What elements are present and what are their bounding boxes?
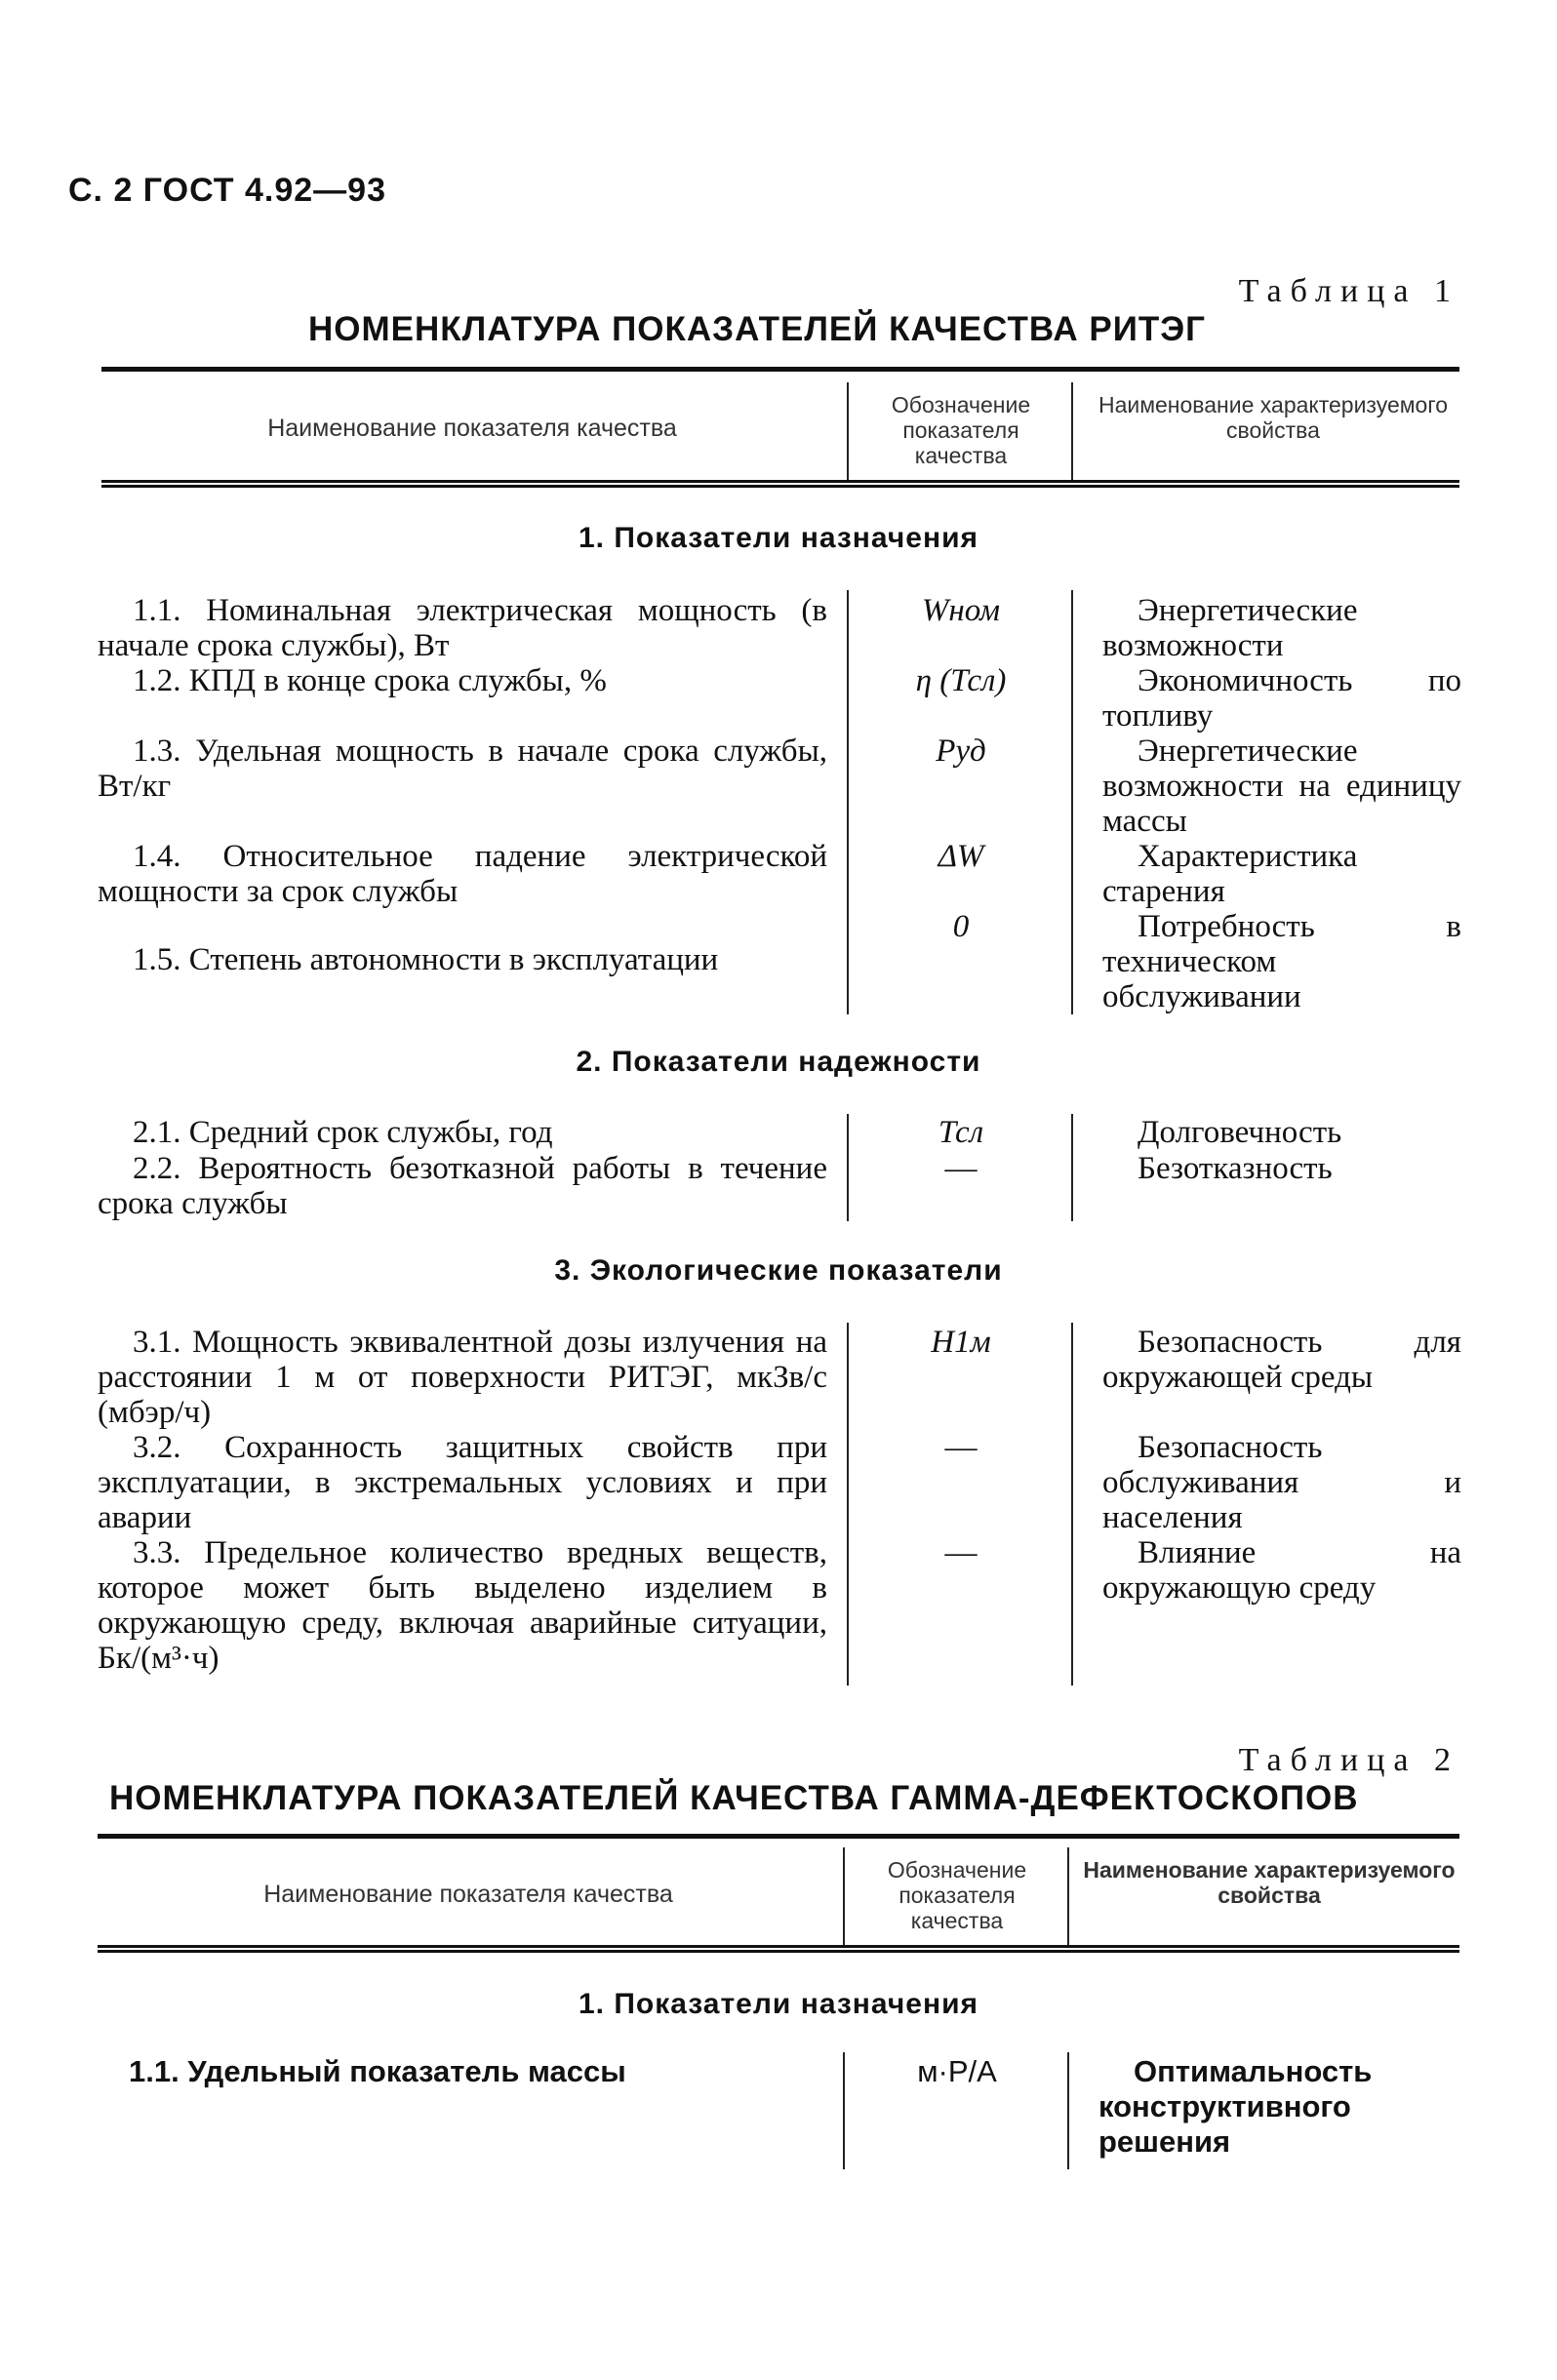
table-row-symbol: —	[944, 1430, 978, 1465]
table-row-property: Оптимальность конструктивного решения	[1098, 2054, 1373, 2159]
table2-body-divider-2	[1067, 2052, 1069, 2169]
table1-header-rule	[101, 480, 1459, 488]
table-row-symbol: —	[944, 1151, 978, 1186]
table1-label: Таблица 1	[1238, 273, 1459, 309]
table-row-name: 1.4. Относительное падение электрической мощности за срок службы	[98, 839, 827, 909]
table-row-property: Безопасность обслуживания и населения	[1102, 1430, 1461, 1535]
table-row-name: 3.1. Мощность эквивалентной дозы излучения на расстоянии 1 м от поверхности РИТЭГ, мкЗв/с (мбэр/ч)	[98, 1325, 827, 1430]
table1-body-divider-2	[1071, 590, 1073, 1014]
table1-col3-header: Наименование характеризуемого свойства	[1098, 392, 1449, 443]
table-row-symbol: Руд	[936, 734, 986, 769]
table-row-property: Долговечность	[1138, 1115, 1342, 1150]
table-row-symbol: —	[944, 1535, 978, 1570]
table-row-name: 1.3. Удельная мощность в начале срока службы, Вт/кг	[98, 734, 827, 804]
table1-header-divider-2	[1071, 382, 1073, 480]
table-row-symbol: η (Тсл)	[915, 663, 1007, 698]
table1-section-title: 1. Показатели назначения	[578, 522, 979, 554]
table1-col1-header: Наименование показателя качества	[267, 415, 677, 442]
table-row-symbol: H1м	[931, 1325, 991, 1360]
table2-header-rule	[98, 1945, 1459, 1953]
table1-section-title: 3. Экологические показатели	[554, 1254, 1003, 1287]
table-row-name: 3.2. Сохранность защитных свойств при эксплуатации, в экстремальных условиях и при аварии	[98, 1430, 827, 1535]
table-row-property: Энергетические возможности	[1102, 593, 1358, 663]
table1-body-divider-2	[1071, 1114, 1073, 1221]
table2-title: НОМЕНКЛАТУРА ПОКАЗАТЕЛЕЙ КАЧЕСТВА ГАММА-ДЕФЕКТОСКОПОВ	[109, 1779, 1359, 1817]
table2-label: Таблица 2	[1238, 1742, 1459, 1778]
table2-body-divider-1	[843, 2052, 845, 2169]
table1-section-title: 2. Показатели надежности	[576, 1046, 981, 1078]
page-header: С. 2 ГОСТ 4.92—93	[68, 172, 386, 209]
table-row-name: 1.1. Номинальная электрическая мощность (в начале срока службы), Вт	[98, 593, 827, 663]
table-row-property: Безопасность для окружающей среды	[1102, 1325, 1461, 1395]
table1-col2-header: Обозначение показателя качества	[891, 392, 1031, 468]
table-row-symbol: м·Р/А	[917, 2054, 997, 2088]
table-row-symbol: Тсл	[938, 1115, 984, 1150]
table1-title: НОМЕНКЛАТУРА ПОКАЗАТЕЛЕЙ КАЧЕСТВА РИТЭГ	[308, 310, 1206, 348]
table-row-symbol: 0	[952, 909, 970, 944]
table-row-property: Энергетические возможности на единицу массы	[1102, 734, 1461, 839]
table2-header-divider-2	[1067, 1847, 1069, 1945]
table-row-name: 1.5. Степень автономности в эксплуатации	[133, 942, 719, 977]
table2-col2-header: Обозначение показателя качества	[887, 1857, 1027, 1933]
table2-col1-header: Наименование показателя качества	[263, 1881, 673, 1908]
table-row-name: 3.3. Предельное количество вредных веществ, которое может быть выделено изделием в окружающую среду, включая аварийные ситуации, Бк/(м³·ч)	[98, 1535, 827, 1676]
table-row-symbol: Wном	[921, 593, 1001, 628]
table-row-name: 1.2. КПД в конце срока службы, %	[133, 663, 607, 698]
table-row-symbol: ΔW	[938, 839, 984, 874]
table1-top-rule	[101, 367, 1459, 372]
table1-body-divider-1	[847, 1323, 849, 1686]
table-row-property: Безотказность	[1138, 1151, 1333, 1186]
table1-body-divider-1	[847, 1114, 849, 1221]
table2-col3-header: Наименование характеризуемого свойства	[1083, 1857, 1456, 1908]
table-row-property: Экономичность по топливу	[1102, 663, 1461, 734]
table1-body-divider-2	[1071, 1323, 1073, 1686]
table1-body-divider-1	[847, 590, 849, 1014]
table-row-name: 2.2. Вероятность безотказной работы в течение срока службы	[98, 1151, 827, 1221]
table-row-name: 2.1. Средний срок службы, год	[133, 1115, 553, 1150]
table2-section-title: 1. Показатели назначения	[578, 1988, 979, 2020]
table-row-property: Характеристика старения	[1102, 839, 1358, 909]
table-row-property: Потребность в техническом обслуживании	[1102, 909, 1461, 1014]
table2-top-rule	[98, 1834, 1459, 1839]
table-row-property: Влияние на окружающую среду	[1102, 1535, 1461, 1606]
table2-header-divider-1	[843, 1847, 845, 1945]
table-row-name: 1.1. Удельный показатель массы	[129, 2054, 626, 2088]
table1-header-divider-1	[847, 382, 849, 480]
